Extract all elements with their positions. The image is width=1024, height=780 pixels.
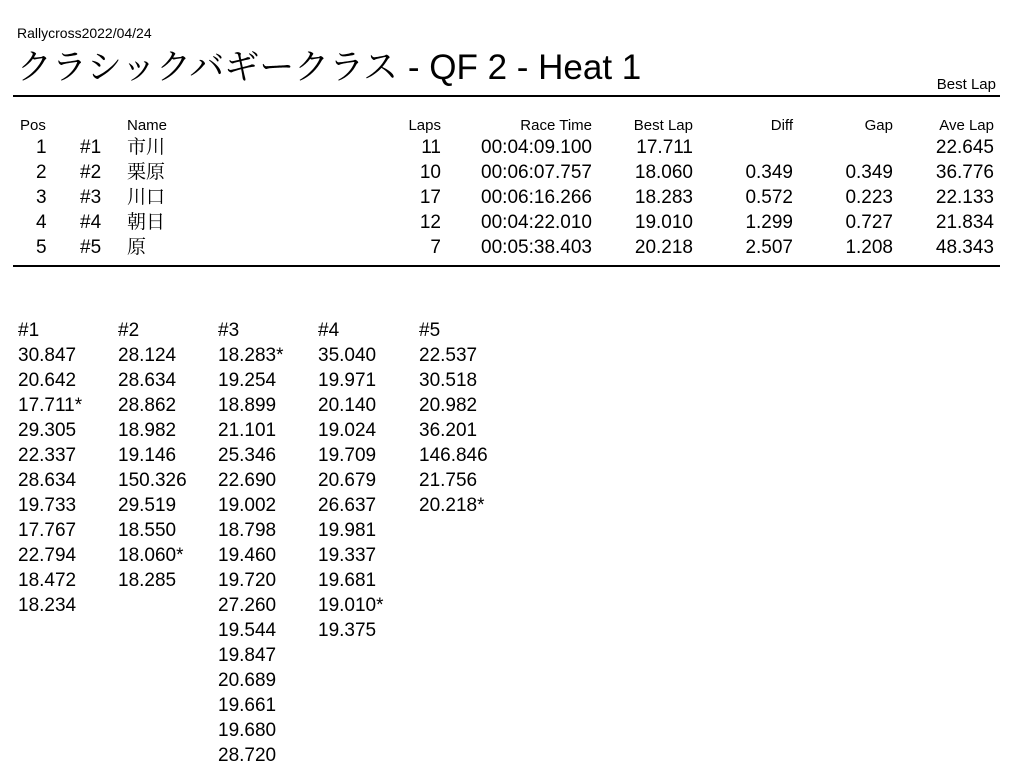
diff-cell: 1.299: [745, 212, 793, 233]
results-divider: [13, 265, 1000, 267]
pos-cell: 2: [36, 162, 47, 183]
results-row: [0, 185, 1024, 210]
lap-time: 30.518: [419, 370, 478, 391]
lap-time: 150.326: [118, 470, 187, 491]
best-lap-note: Best Lap: [936, 76, 996, 93]
laps-cell: 12: [419, 212, 441, 233]
diff-cell: 0.349: [745, 162, 793, 183]
lap-time: 18.234: [18, 595, 77, 616]
lap-time: 22.337: [18, 445, 77, 466]
lap-time: 17.711*: [18, 395, 83, 416]
lap-time: 17.767: [18, 520, 77, 541]
lap-time: 28.634: [118, 370, 177, 391]
race-time-cell: 00:06:07.757: [481, 162, 592, 183]
col-header-ave-lap: Ave Lap: [939, 117, 994, 134]
gap-cell: 0.349: [845, 162, 893, 183]
results-row: [0, 235, 1024, 260]
lap-time: 27.260: [218, 595, 277, 616]
car-number-cell: #3: [80, 187, 102, 208]
lap-time: 35.040: [318, 345, 377, 366]
lap-time: 28.720: [218, 745, 277, 766]
lap-time: 19.681: [318, 570, 377, 591]
col-header-race-time: Race Time: [520, 117, 592, 134]
best-lap-cell: 17.711: [636, 137, 693, 158]
results-row: [0, 160, 1024, 185]
lap-time: 22.537: [419, 345, 478, 366]
results-header-row: [0, 116, 1024, 136]
lap-time: 19.460: [218, 545, 277, 566]
lap-time: 22.690: [218, 470, 277, 491]
lap-times-column: [18, 318, 118, 618]
event-subtitle: Rallycross2022/04/24: [17, 25, 152, 41]
page-title: クラシックバギークラス - QF 2 - Heat 1: [17, 48, 642, 87]
lap-time: 19.733: [18, 495, 77, 516]
lap-times-column: [318, 318, 418, 643]
lap-time: 20.642: [18, 370, 77, 391]
lap-time: 19.024: [318, 420, 377, 441]
ave-lap-cell: 48.343: [935, 237, 994, 258]
lap-column-header: #4: [318, 320, 340, 341]
race-time-cell: 00:04:22.010: [481, 212, 592, 233]
laps-cell: 10: [419, 162, 441, 183]
lap-time: 19.337: [318, 545, 377, 566]
lap-time: 18.982: [118, 420, 177, 441]
col-header-best-lap: Best Lap: [633, 117, 693, 134]
col-header-gap: Gap: [864, 117, 893, 134]
pos-cell: 5: [36, 237, 47, 258]
col-header-name: Name: [127, 117, 168, 134]
lap-time: 19.010*: [318, 595, 384, 616]
lap-time: 20.140: [318, 395, 377, 416]
ave-lap-cell: 22.133: [935, 187, 994, 208]
lap-time: 19.720: [218, 570, 277, 591]
pos-cell: 1: [36, 137, 47, 158]
best-lap-cell: 18.060: [634, 162, 693, 183]
lap-time: 18.285: [118, 570, 177, 591]
ave-lap-cell: 22.645: [935, 137, 994, 158]
pos-cell: 4: [36, 212, 47, 233]
lap-time: 19.971: [318, 370, 377, 391]
lap-time: 18.472: [18, 570, 77, 591]
lap-time: 36.201: [419, 420, 478, 441]
lap-time: 28.634: [18, 470, 77, 491]
lap-time: 18.550: [118, 520, 177, 541]
laps-cell: 17: [419, 187, 441, 208]
lap-time: 26.637: [318, 495, 377, 516]
col-header-pos: Pos: [20, 117, 46, 134]
lap-times-column: [118, 318, 218, 593]
lap-time: 19.709: [318, 445, 377, 466]
driver-name-cell: 川口: [127, 187, 166, 208]
car-number-cell: #1: [80, 137, 102, 158]
lap-time: 19.544: [218, 620, 277, 641]
lap-time: 19.002: [218, 495, 277, 516]
gap-cell: 0.223: [845, 187, 893, 208]
lap-time: 19.680: [218, 720, 277, 741]
ave-lap-cell: 21.834: [935, 212, 994, 233]
car-number-cell: #4: [80, 212, 102, 233]
lap-time: 30.847: [18, 345, 77, 366]
lap-time: 19.254: [218, 370, 277, 391]
race-time-cell: 00:06:16.266: [481, 187, 592, 208]
lap-column-header: #2: [118, 320, 140, 341]
lap-time: 19.981: [318, 520, 377, 541]
lap-time: 18.798: [218, 520, 277, 541]
lap-time: 18.899: [218, 395, 277, 416]
driver-name-cell: 朝日: [127, 212, 166, 233]
lap-time: 19.847: [218, 645, 277, 666]
best-lap-cell: 18.283: [634, 187, 693, 208]
driver-name-cell: 市川: [127, 137, 166, 158]
lap-time: 19.661: [218, 695, 277, 716]
car-number-cell: #2: [80, 162, 102, 183]
lap-time: 28.124: [118, 345, 177, 366]
col-header-diff: Diff: [770, 117, 793, 134]
col-header-laps: Laps: [408, 117, 441, 134]
lap-column-header: #1: [18, 320, 40, 341]
lap-column-header: #5: [419, 320, 441, 341]
lap-time: 28.862: [118, 395, 177, 416]
gap-cell: 1.208: [845, 237, 893, 258]
pos-cell: 3: [36, 187, 47, 208]
diff-cell: 0.572: [745, 187, 793, 208]
laps-cell: 11: [421, 137, 441, 158]
driver-name-cell: 栗原: [127, 162, 166, 183]
lap-time: 146.846: [419, 445, 488, 466]
lap-times-column: [218, 318, 318, 768]
lap-times-column: [419, 318, 519, 518]
lap-time: 20.689: [218, 670, 277, 691]
laps-cell: 7: [430, 237, 441, 258]
lap-time: 29.519: [118, 495, 177, 516]
lap-time: 20.982: [419, 395, 478, 416]
lap-time: 21.756: [419, 470, 478, 491]
results-row: [0, 210, 1024, 235]
gap-cell: 0.727: [845, 212, 893, 233]
best-lap-cell: 20.218: [634, 237, 693, 258]
ave-lap-cell: 36.776: [935, 162, 994, 183]
lap-time: 25.346: [218, 445, 277, 466]
header-divider: [13, 95, 1000, 97]
race-time-cell: 00:05:38.403: [481, 237, 592, 258]
lap-column-header: #3: [218, 320, 240, 341]
lap-time: 29.305: [18, 420, 77, 441]
race-time-cell: 00:04:09.100: [481, 137, 592, 158]
lap-time: 21.101: [218, 420, 277, 441]
lap-time: 18.283*: [218, 345, 284, 366]
best-lap-cell: 19.010: [634, 212, 693, 233]
results-row: [0, 135, 1024, 160]
lap-time: 22.794: [18, 545, 77, 566]
diff-cell: 2.507: [745, 237, 793, 258]
lap-time: 19.146: [118, 445, 177, 466]
car-number-cell: #5: [80, 237, 102, 258]
lap-time: 18.060*: [118, 545, 184, 566]
lap-time: 20.679: [318, 470, 377, 491]
lap-time: 19.375: [318, 620, 377, 641]
driver-name-cell: 原: [127, 237, 147, 258]
lap-time: 20.218*: [419, 495, 485, 516]
